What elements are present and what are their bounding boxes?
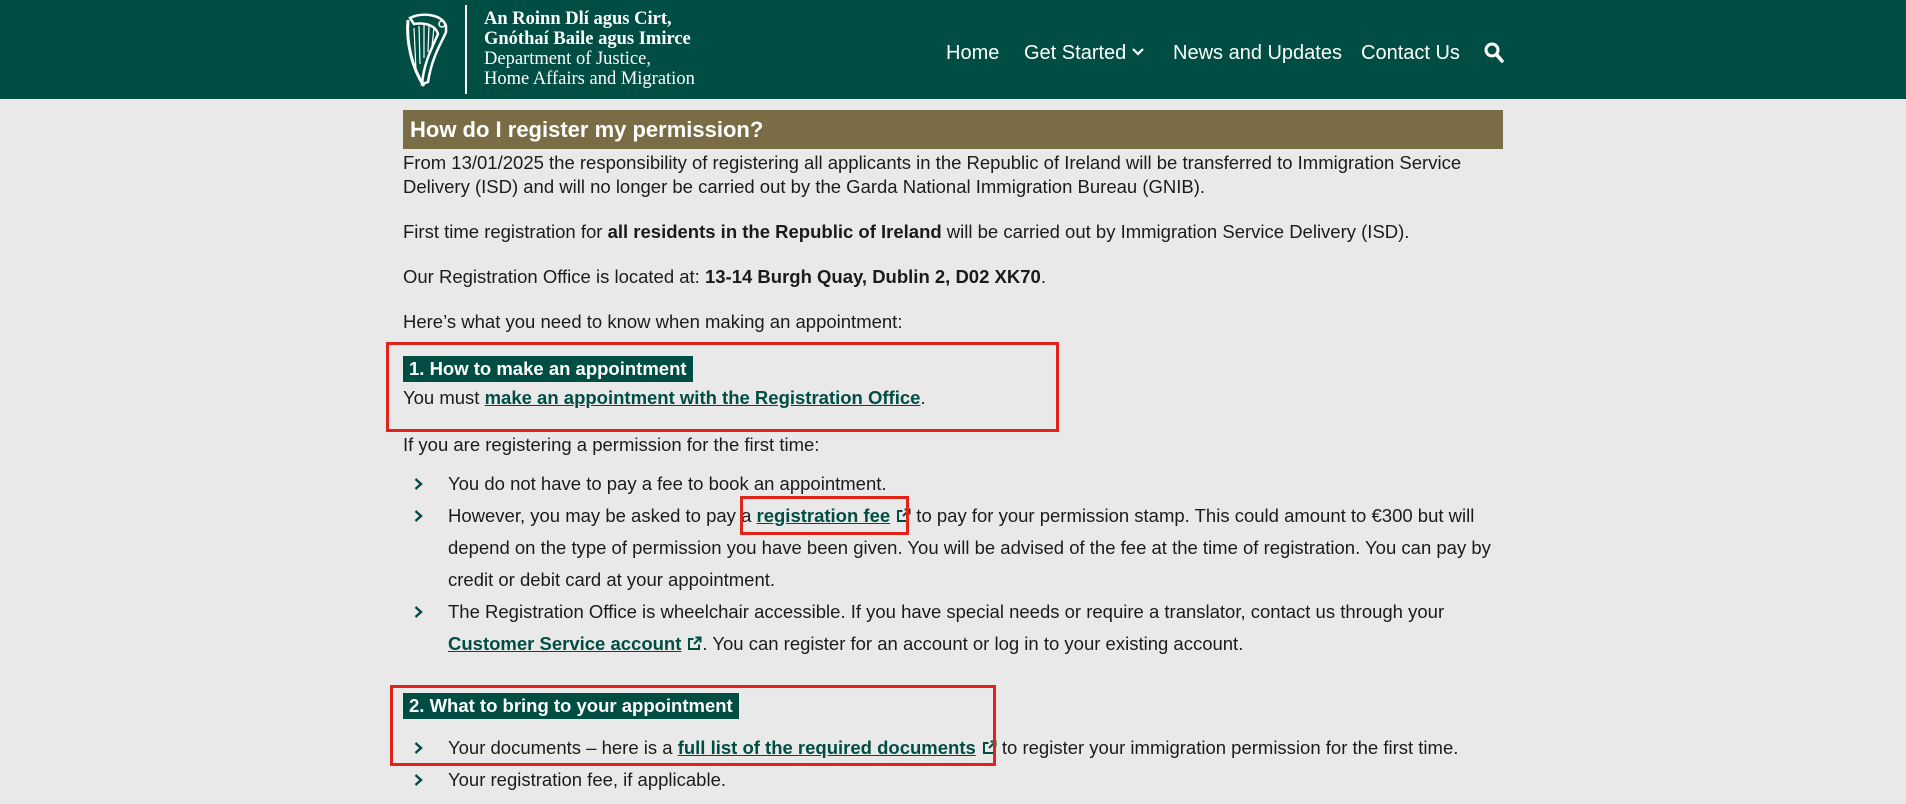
first-time-intro-line: If you are registering a permission for the first time: xyxy=(403,434,820,455)
bullet-access-post: . You can register for an account or log in to your existing account. xyxy=(702,633,1244,654)
external-link-icon xyxy=(982,740,997,755)
bullet-docs-post: to register your immigration permission for the first time. xyxy=(996,737,1459,758)
logo-line-ga-2: Gnóthaí Baile agus Imirce xyxy=(484,29,691,49)
office-pre: Our Registration Office is located at: xyxy=(403,266,705,287)
registration-fee-label: registration fee xyxy=(756,505,891,526)
bullet-access-pre: The Registration Office is wheelchair accessible. If you have special needs or require a translator, contact us through your xyxy=(448,601,1445,622)
registration-fee-link[interactable] xyxy=(757,505,912,526)
must-post: . xyxy=(920,387,926,408)
chevron-right-icon xyxy=(414,774,423,786)
nav-contact-link[interactable]: Contact Us xyxy=(1361,42,1460,64)
intro-paragraph: From 13/01/2025 the responsibility of registering all applicants in the Republic of Ireland will be transferred to Immigration Service Delivery (ISD) and will no longer be carried out by the Garda National Immigration Bureau (GNIB). xyxy=(403,152,1462,197)
chevron-right-icon xyxy=(414,478,423,490)
logo-line-en-2: Home Affairs and Migration xyxy=(484,69,695,89)
page-title: How do I register my permission? xyxy=(403,110,1503,149)
section-2-heading: 2. What to bring to your appointment xyxy=(403,693,739,719)
site-header xyxy=(0,0,1906,99)
appointment-bullet-list xyxy=(403,468,1503,660)
nav-home-link[interactable]: Home xyxy=(946,42,1000,64)
list-item xyxy=(403,764,1503,796)
chevron-right-icon xyxy=(414,510,423,522)
required-documents-label: full list of the required documents xyxy=(677,737,976,758)
customer-service-label: Customer Service account xyxy=(448,633,682,654)
office-address: 13-14 Burgh Quay, Dublin 2, D02 XK70 xyxy=(704,266,1041,287)
first-time-post: will be carried out by Immigration Service Delivery (ISD). xyxy=(941,221,1410,242)
chevron-right-icon xyxy=(414,606,423,618)
chevron-right-icon xyxy=(414,742,423,754)
office-post: . xyxy=(1040,266,1046,287)
main-nav xyxy=(0,40,1906,66)
external-link-icon xyxy=(687,636,702,651)
bullet-fee-pre: However, you may be asked to pay a xyxy=(448,505,757,526)
bullet-fee-if-applicable: Your registration fee, if applicable. xyxy=(448,769,727,790)
list-item xyxy=(403,500,1503,596)
external-link-icon xyxy=(896,508,911,523)
chevron-down-icon xyxy=(1132,48,1144,56)
section-1-heading: 1. How to make an appointment xyxy=(403,356,693,382)
search-icon[interactable] xyxy=(1484,42,1504,64)
bullet-docs-pre: Your documents – here is a xyxy=(448,737,678,758)
first-time-pre: First time registration for xyxy=(403,221,608,242)
need-to-know-paragraph: Here’s what you need to know when making an appointment: xyxy=(403,311,903,332)
customer-service-account-link[interactable] xyxy=(448,633,702,654)
make-appointment-link[interactable]: make an appointment with the Registration Office xyxy=(484,387,921,408)
first-time-paragraph xyxy=(403,220,1503,244)
bring-bullet-list xyxy=(403,732,1503,796)
nav-get-started-menu[interactable] xyxy=(1024,40,1144,66)
bullet-fee-post: to pay for your permission stamp. This could amount to €300 but will depend on the type of permission you have been given. You will be advised of the fee at the time of registration. You can pay by credit or debit card at your appointment. xyxy=(448,505,1491,590)
logo-line-ga-1: An Roinn Dlí agus Cirt, xyxy=(484,9,672,29)
logo-line-en-1: Department of Justice, xyxy=(484,49,651,69)
must-appointment-line xyxy=(403,386,926,410)
must-pre: You must xyxy=(403,387,485,408)
office-paragraph xyxy=(403,265,1503,289)
bullet-no-fee: You do not have to pay a fee to book an appointment. xyxy=(448,473,887,494)
nav-get-started-label: Get Started xyxy=(1024,42,1127,64)
required-documents-link[interactable] xyxy=(678,737,997,758)
list-item xyxy=(403,468,1503,500)
list-item xyxy=(403,732,1503,764)
list-item xyxy=(403,596,1503,660)
nav-news-link[interactable]: News and Updates xyxy=(1173,42,1342,64)
first-time-bold: all residents in the Republic of Ireland xyxy=(607,221,942,242)
